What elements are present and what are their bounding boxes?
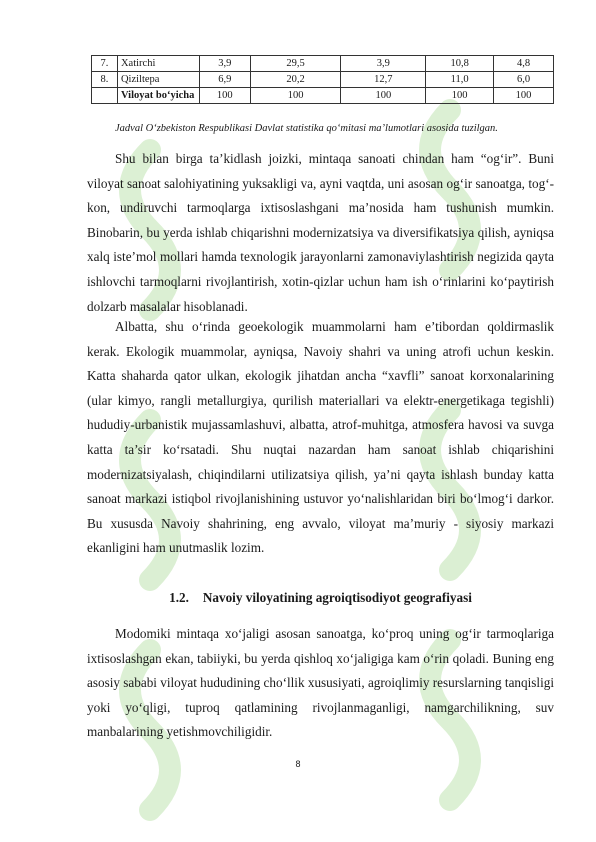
body-paragraph: Albatta, shu o‘rinda geoekologik muammolarni ham e’tibordan qoldirmaslik kerak. Ekologik muammolar, ayniqsa, Navoiy shahri va uning atrofi uchun keskin. Katta shaharda qator ulkan, ekologik jihatdan ancha “xavfli” sanoat korxonalarining (ular kimyo, rangli metallurgiya, qurilish materiallari va elektr-energetikaga tegishli) hududiy-urbanistik mujassamlashuvi, albatta, atrof-muhitga, atmosfera havosi va suvga katta ta’sir ko‘rsatadi. Shu nuqtai nazardan ham sanoat ishlab chiqarishini modernizatsiyalash, chiqindilarni utilizatsiya qilish, ya’ni qayta ishlash bunday katta sanoat markazi istiqbol rivojlanishining ustuvor yo‘nalishlaridan biri bo‘lmog‘i darkor. Bu xususda Navoiy shahrining, eng avvalo, viloyat ma’muriy - siyosiy markazi ekanligini ham unutmaslik lozim. [87, 319, 554, 556]
section-heading [87, 590, 554, 606]
table-cell: 100 [426, 88, 494, 104]
table-cell: 6,0 [494, 72, 554, 88]
table-cell: 100 [341, 88, 426, 104]
table-cell: 10,8 [426, 56, 494, 72]
row-index [92, 88, 118, 104]
statistics-table [91, 55, 554, 104]
district-name: Xatirchi [117, 56, 199, 72]
section-title: Navoiy viloyatining agroiqtisodiyot geografiyasi [202, 590, 472, 605]
table-cell: 6,9 [199, 72, 250, 88]
table-row-total [92, 88, 554, 104]
table-cell: 12,7 [341, 72, 426, 88]
row-index: 7. [92, 56, 118, 72]
table-row [92, 72, 554, 88]
section-number: 1.2. [169, 590, 189, 605]
table-cell: 11,0 [426, 72, 494, 88]
body-paragraph: Shu bilan birga ta’kidlash joizki, mintaqa sanoati chindan ham “og‘ir”. Buni viloyat sanoat salohiyatining yuksakligi va, ayni vaqtda, uni asosan og‘ir sanoatga, tog‘-kon, undiruvchi tarmoqlarga ixtisoslashgani ma’nosida ham tushunish mumkin. Binobarin, bu yerda ishlab chiqarishni modernizatsiya va diversifikatsiya qilish, ayniqsa xalq iste’mol mollari hamda texnologik jarayonlarni zamonaviylashtirish negizida qayta ishlovchi tarmoqlarni rivojlantirish, xotin-qizlar uchun ham ish o‘rinlarini ko‘paytirish dolzarb masalalar hisoblanadi. [87, 151, 554, 314]
table-cell: 100 [199, 88, 250, 104]
page-number: 8 [295, 759, 301, 769]
total-label: Viloyat bo‘yicha [117, 88, 199, 104]
row-index: 8. [92, 72, 118, 88]
table-caption: Jadval O‘zbekiston Respublikasi Davlat statistika qo‘mitasi ma’lumotlari asosida tuzilgan. [115, 123, 498, 134]
body-paragraph: Modomiki mintaqa xo‘jaligi asosan sanoatga, ko‘proq uning og‘ir tarmoqlariga ixtisoslashgan ekan, tabiiyki, bu yerda qishloq xo‘jaligiga kam o‘rin qoladi. Buning eng asosiy sababi viloyat hududining cho‘llik xususiyati, agroiqlimiy resurslarning tanqisligi yoki yo‘qligi, tuproq qatlamining rivojlanmaganligi, namgarchilikning, suv manbalarining yetishmovchiligidir. [87, 626, 555, 740]
district-name: Qiziltepa [117, 72, 199, 88]
table-cell: 29,5 [250, 56, 341, 72]
table-cell: 20,2 [250, 72, 341, 88]
table-row [92, 56, 554, 72]
table-cell: 3,9 [341, 56, 426, 72]
table-cell: 100 [494, 88, 554, 104]
table-cell: 100 [250, 88, 341, 104]
table-cell: 3,9 [199, 56, 250, 72]
table-cell: 4,8 [494, 56, 554, 72]
